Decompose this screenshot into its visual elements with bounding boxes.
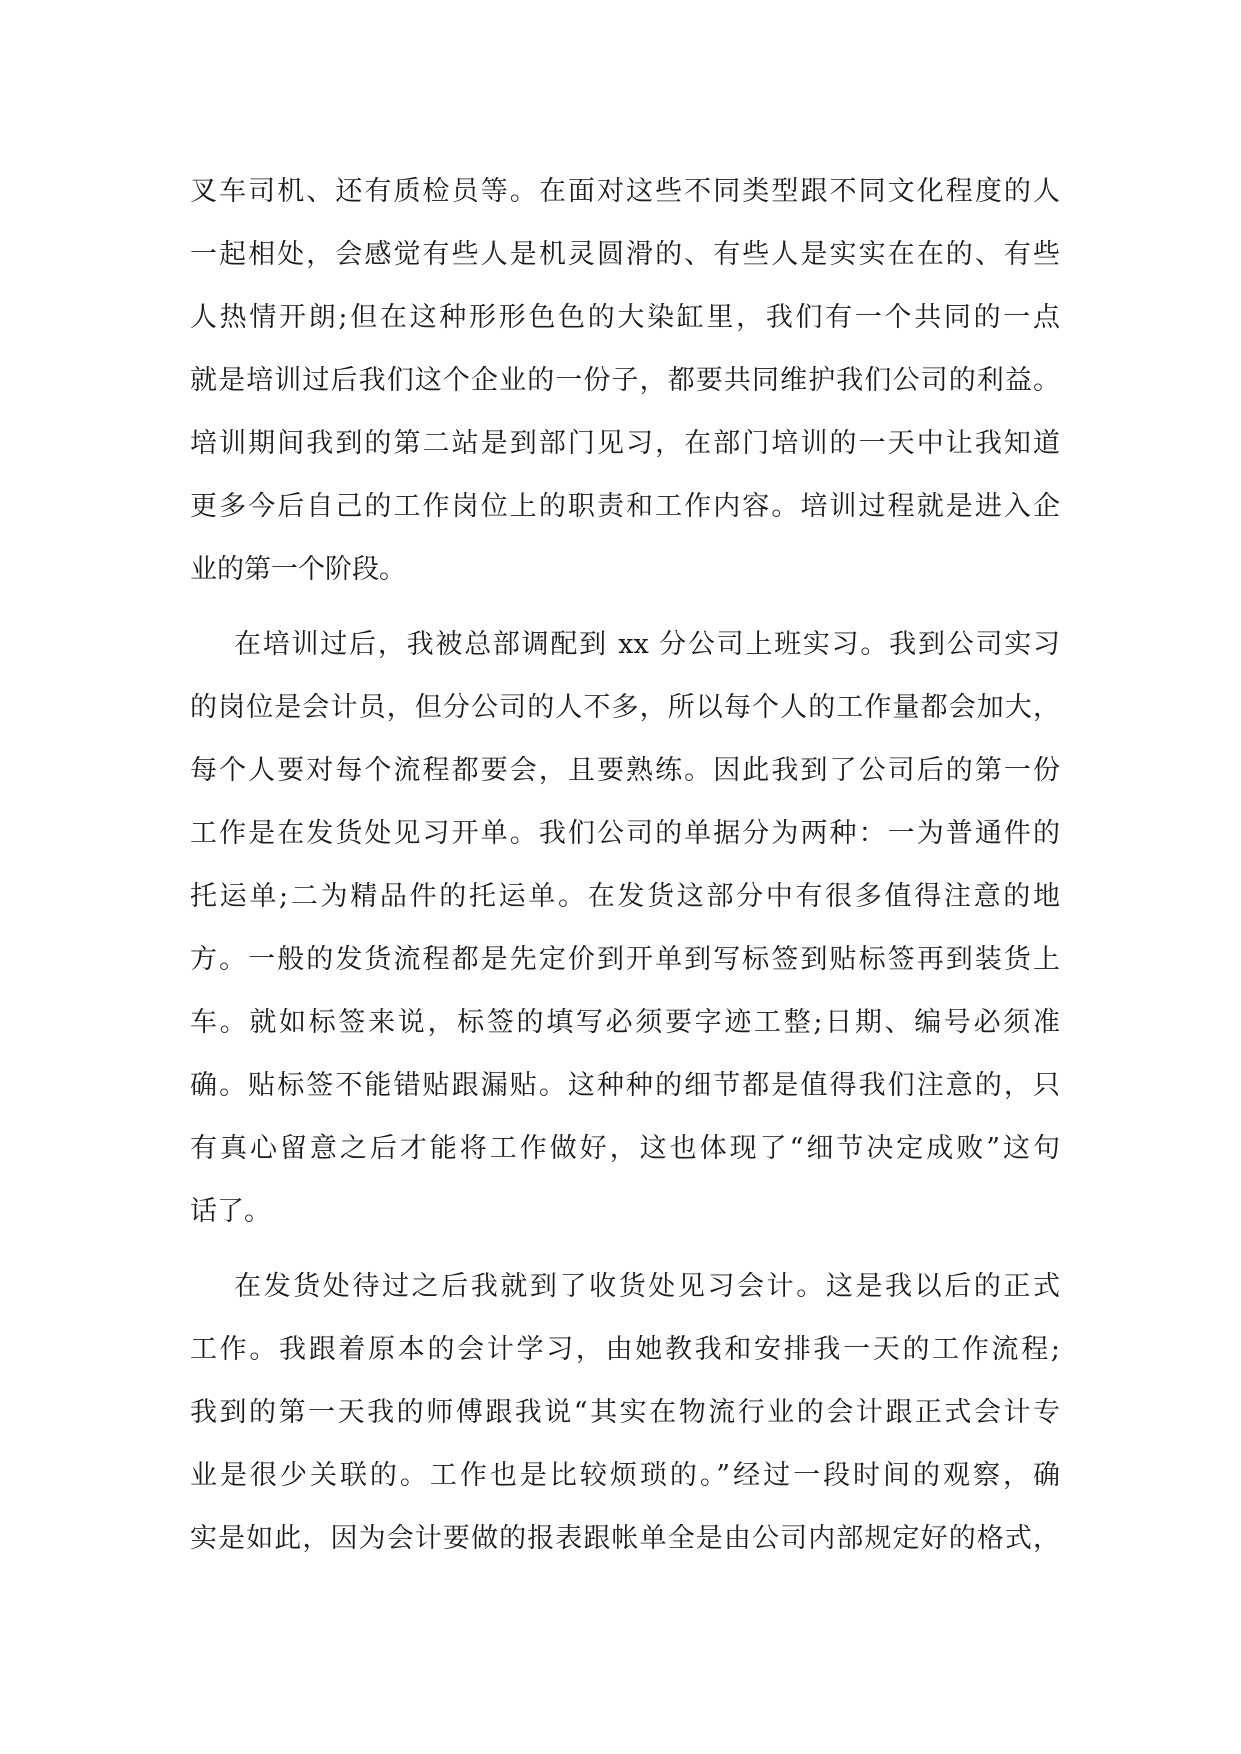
text-line: 一起相处，会感觉有些人是机灵圆滑的、有些人是实实在在的、有些 xyxy=(190,239,1060,270)
text-line: 培训期间我到的第二站是到部门见习，在部门培训的一天中让我知道 xyxy=(190,428,1060,459)
text-line: 确。贴标签不能错贴跟漏贴。这种种的细节都是值得我们注意的，只 xyxy=(190,1070,1060,1101)
text-line: 话了。 xyxy=(190,1196,271,1227)
document-body xyxy=(190,160,1060,1570)
text-line: 方。一般的发货流程都是先定价到开单到写标签到贴标签再到装货上 xyxy=(190,944,1060,975)
text-line: 实是如此，因为会计要做的报表跟帐单全是由公司内部规定好的格式， xyxy=(190,1523,1060,1554)
text-line: 车。就如标签来说，标签的填写必须要字迹工整;日期、编号必须准 xyxy=(190,1007,1060,1038)
text-line: 业是很少关联的。工作也是比较烦琐的。”经过一段时间的观察，确 xyxy=(190,1460,1060,1491)
text-line: 业的第一个阶段。 xyxy=(190,554,406,585)
paragraph-spacing xyxy=(190,1243,1060,1255)
text-line: 在发货处待过之后我就到了收货处见习会计。这是我以后的正式 xyxy=(234,1271,1060,1302)
text-line: 的岗位是会计员，但分公司的人不多，所以每个人的工作量都会加大， xyxy=(190,692,1060,723)
text-line: 有真心留意之后才能将工作做好，这也体现了“细节决定成败”这句 xyxy=(190,1133,1060,1164)
text-line: 在培训过后，我被总部调配到 xx 分公司上班实习。我到公司实习 xyxy=(234,629,1060,660)
text-line: 工作是在发货处见习开单。我们公司的单据分为两种：一为普通件的 xyxy=(190,818,1060,849)
text-line: 人热情开朗;但在这种形形色色的大染缸里，我们有一个共同的一点 xyxy=(190,302,1060,333)
text-line: 工作。我跟着原本的会计学习，由她教我和安排我一天的工作流程; xyxy=(190,1334,1060,1365)
paragraph-1 xyxy=(190,160,1060,601)
text-line: 我到的第一天我的师傅跟我说“其实在物流行业的会计跟正式会计专 xyxy=(190,1397,1060,1428)
paragraph-3 xyxy=(190,1255,1060,1570)
paragraph-2 xyxy=(190,613,1060,1243)
text-line: 每个人要对每个流程都要会，且要熟练。因此我到了公司后的第一份 xyxy=(190,755,1060,786)
paragraph-spacing xyxy=(190,601,1060,613)
text-line: 托运单;二为精品件的托运单。在发货这部分中有很多值得注意的地 xyxy=(190,881,1060,912)
text-line: 叉车司机、还有质检员等。在面对这些不同类型跟不同文化程度的人 xyxy=(190,176,1060,207)
text-line: 更多今后自己的工作岗位上的职责和工作内容。培训过程就是进入企 xyxy=(190,491,1060,522)
text-line: 就是培训过后我们这个企业的一份子，都要共同维护我们公司的利益。 xyxy=(190,365,1060,396)
